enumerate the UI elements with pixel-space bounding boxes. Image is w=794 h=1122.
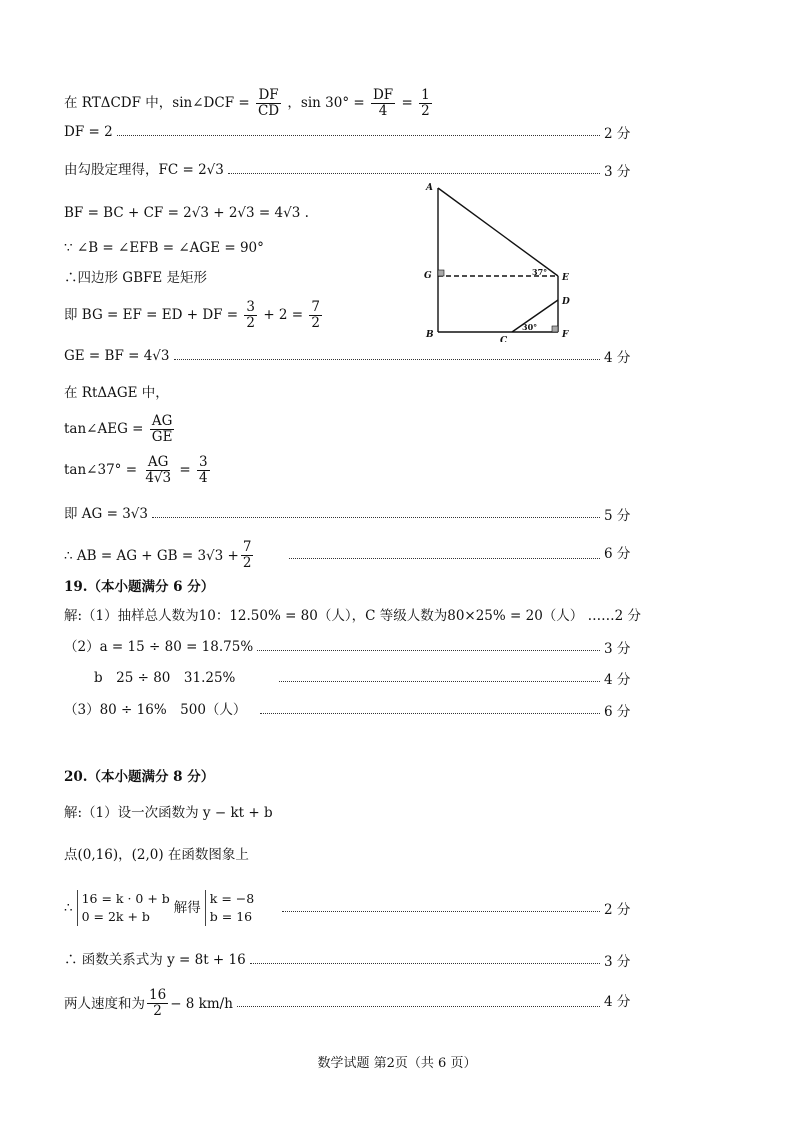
right-angle-g — [438, 270, 444, 276]
label-e: E — [562, 273, 569, 283]
q20-speed: 两人速度和为 $\frac{16}{2}$ − 8 km/h — [64, 988, 604, 1019]
leader-dots — [237, 1006, 600, 1007]
line-ge: GE = BF = 4√3 — [64, 346, 604, 366]
score-label: 3 分 — [604, 164, 631, 180]
page-footer: 数学试题 第2页（共 6 页） — [317, 1056, 477, 1071]
q20-step1: 解:（1）设一次函数为 y − kt + b — [64, 805, 273, 821]
q19-step4: （3）80 ÷ 16% 500（人） — [64, 700, 604, 720]
line-tan-37: tan∠37° = $\frac{AG}{4√3}$ = $\frac{3}{4}$ — [64, 454, 208, 486]
q20-title: 20.（本小题满分 8 分） — [64, 769, 215, 785]
score-label: 3 分 — [604, 954, 631, 970]
leader-dots — [260, 713, 600, 714]
line-angles: ∵ ∠B = ∠EFB = ∠AGE = 90° — [64, 240, 264, 256]
leader-dots — [282, 911, 600, 912]
leader-dots — [279, 681, 600, 682]
line-fc: 由勾股定理得，FC = 2√3 — [64, 160, 604, 180]
score-label: 2 分 — [604, 902, 631, 918]
line-sin-dcf: 在 RTΔCDF 中，sin∠DCF = $\frac{DF}{CD}$ ，sin 30° = $\frac{DF}{4}$ = $\frac{1}{2}$ — [64, 87, 430, 119]
angle-label-e: 37° — [532, 267, 548, 277]
score-label: 6 分 — [604, 546, 631, 562]
line-ab: ∴ AB = AG + GB = 3√3 + $\frac{7}{2}$ — [64, 540, 604, 571]
fraction: $\frac{3}{2}$ — [246, 299, 256, 331]
q19-step3: b 25 ÷ 80 31.25% — [94, 668, 604, 688]
fraction: $\frac{1}{2}$ — [421, 87, 430, 119]
leader-dots — [117, 135, 600, 136]
leader-dots — [257, 650, 600, 651]
fraction: $\frac{3}{4}$ — [199, 454, 208, 486]
score-label: 5 分 — [604, 508, 631, 524]
fraction: $\frac{AG}{4√3}$ — [145, 454, 172, 486]
line-bg: 即 BG = EF = ED + DF = $\frac{3}{2}$ + 2 = $\frac{7}{2}$ — [64, 299, 320, 331]
fraction: $\frac{DF}{4}$ — [372, 87, 394, 119]
label-a: A — [426, 183, 433, 193]
label-c: C — [500, 336, 508, 342]
score-label: 6 分 — [604, 704, 631, 720]
leader-dots — [174, 359, 601, 360]
geometry-figure — [420, 182, 580, 342]
label-b: B — [426, 330, 434, 340]
score-label: 3 分 — [604, 641, 631, 657]
figure-lines — [438, 188, 558, 332]
label-d: D — [562, 297, 570, 307]
equation-solution: k = −8 b = 16 — [205, 890, 254, 926]
equation-system: 16 = k · 0 + b 0 = 2k + b — [77, 890, 170, 926]
fraction: $\frac{7}{2}$ — [311, 299, 320, 331]
fraction: $\frac{DF}{CD}$ — [257, 87, 280, 119]
line-df: DF = 2 — [64, 122, 604, 142]
q20-function: ∴ 函数关系式为 y = 8t + 16 — [64, 950, 604, 970]
q19-step1: 解:（1）抽样总人数为10：12.50% = 80（人），C 等级人数为80×25% = 20（人） ……2 分 — [64, 608, 641, 624]
score-label: 4 分 — [604, 350, 631, 366]
right-angle-f — [552, 326, 558, 332]
line-bf: BF = BC + CF = 2√3 + 2√3 = 4√3 . — [64, 205, 309, 221]
q20-system: ∴ 16 = k · 0 + b 0 = 2k + b 解得 k = −8 b = 16 — [64, 888, 604, 928]
score-label: 4 分 — [604, 994, 631, 1010]
line-ag: 即 AG = 3√3 — [64, 504, 604, 524]
leader-dots — [250, 963, 600, 964]
q20-step2: 点(0,16)，(2,0) 在函数图象上 — [64, 847, 249, 863]
fraction: $\frac{7}{2}$ — [242, 539, 252, 571]
q19-title: 19.（本小题满分 6 分） — [64, 579, 215, 595]
line-rt-age: 在 RtΔAGE 中， — [64, 385, 169, 401]
edge-ae — [438, 188, 558, 276]
score-label: 2 分 — [604, 126, 631, 142]
leader-dots — [152, 517, 600, 518]
line-rectangle: ∴四边形 GBFE 是矩形 — [64, 270, 208, 286]
score-label: 4 分 — [604, 672, 631, 688]
fraction: $\frac{AG}{GE}$ — [151, 413, 173, 445]
angle-label-c: 30° — [522, 322, 538, 332]
label-f: F — [562, 330, 569, 340]
line-tan-aeg: tan∠AEG = $\frac{AG}{GE}$ — [64, 413, 173, 445]
leader-dots — [228, 173, 600, 174]
fraction: $\frac{16}{2}$ — [149, 987, 167, 1019]
leader-dots — [289, 558, 600, 559]
label-g: G — [424, 271, 432, 281]
q19-step2: （2）a = 15 ÷ 80 = 18.75% — [64, 637, 604, 657]
